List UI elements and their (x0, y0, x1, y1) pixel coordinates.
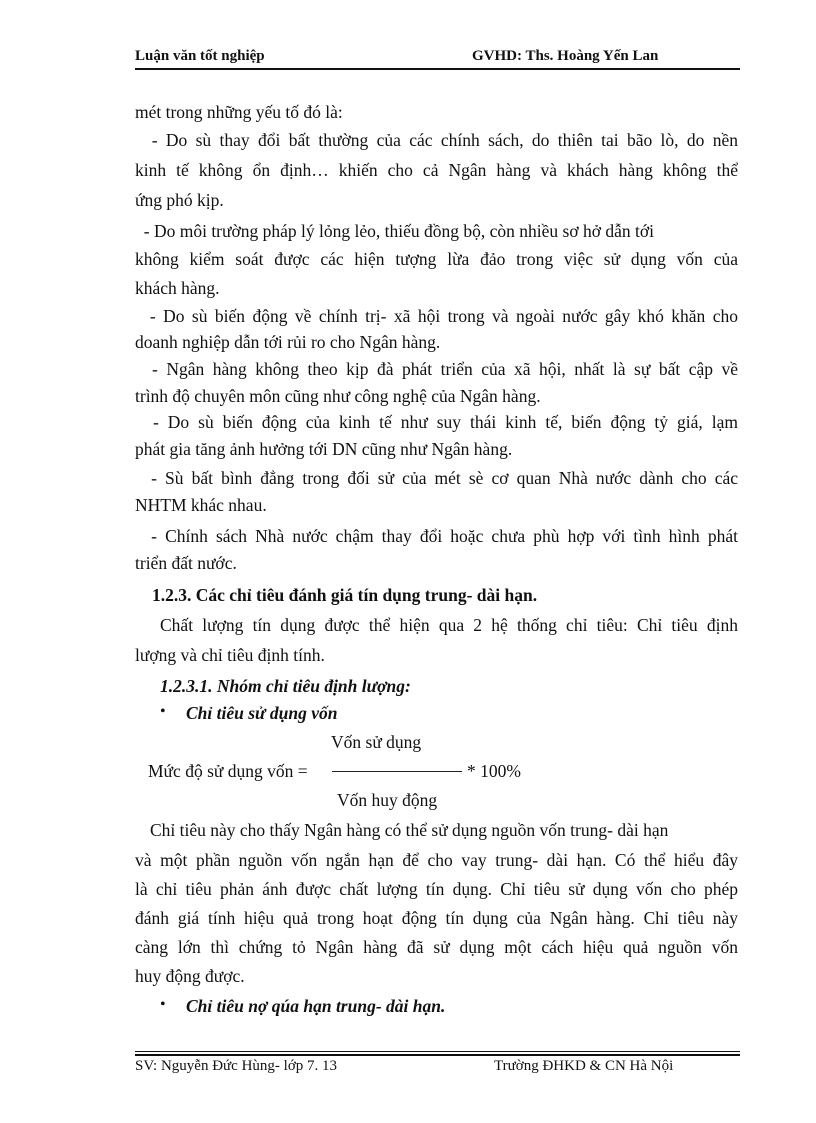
text-line: Chất lượng tín dụng được thể hiện qua 2 hệ thống chỉ tiêu: Chỉ tiêu định (160, 615, 738, 635)
bullet-item: Chỉ tiêu sử dụng vốn (186, 703, 338, 723)
bullet-item: Chỉ tiêu nợ qúa hạn trung- dài hạn. (186, 996, 446, 1016)
text-line: không kiểm soát được các hiện tượng lừa đảo trong việc sử dụng vốn của (135, 249, 738, 269)
header-left: Luận văn tốt nghiệp (135, 48, 265, 64)
text-line: - Chính sách Nhà nước chậm thay đổi hoặc chưa phù hợp với tình hình phát (135, 526, 739, 546)
text-line: và một phần nguồn vốn ngắn hạn để cho vay trung- dài hạn. Có thể hiểu đây (135, 850, 738, 870)
text-line: phát gia tăng ảnh hưởng tới DN cũng như Ngân hàng. (135, 439, 513, 459)
text-line: huy động được. (135, 966, 245, 986)
text-line: mét trong những yếu tố đó là: (135, 102, 343, 122)
text-line: khách hàng. (135, 278, 220, 298)
text-line: - Do sù biến động của kinh tế như suy thái kinh tế, biến động tỷ giá, lạm (135, 412, 738, 432)
subsection-heading: 1.2.3.1. Nhóm chỉ tiêu định lượng: (160, 676, 411, 696)
bullet-icon: • (160, 996, 166, 1013)
header-rule (135, 68, 740, 70)
formula-lhs: Mức độ sử dụng vốn = (148, 761, 308, 781)
text-line: - Do môi trường pháp lý lỏng lẻo, thiếu đồng bộ, còn nhiều sơ hở dẫn tới (135, 221, 654, 241)
text-line: NHTM khác nhau. (135, 495, 267, 515)
footer-right: Trường ĐHKD & CN Hà Nội (494, 1058, 674, 1074)
formula-denominator: Vốn huy động (337, 790, 438, 810)
text-line: triển đất nước. (135, 553, 237, 573)
section-heading: 1.2.3. Các chỉ tiêu đánh giá tín dụng trung- dài hạn. (152, 585, 538, 605)
fraction-bar (332, 771, 462, 772)
text-line: doanh nghiệp dẫn tới rủi ro cho Ngân hàng. (135, 332, 441, 352)
text-line: trình độ chuyên môn cũng như công nghệ của Ngân hàng. (135, 386, 541, 406)
text-line: đánh giá tính hiệu quả trong hoạt động tín dụng của Ngân hàng. Chỉ tiêu này (135, 908, 738, 928)
text-line: lượng và chỉ tiêu định tính. (135, 645, 325, 665)
text-line: càng lớn thì chứng tỏ Ngân hàng đã sử dụng một cách hiệu quả nguồn vốn (135, 937, 738, 957)
formula-numerator: Vốn sử dụng (331, 732, 422, 752)
header-right: GVHD: Ths. Hoàng Yến Lan (472, 48, 659, 64)
text-line: kinh tế không ổn định… khiến cho cả Ngân hàng và khách hàng không thể (135, 160, 738, 180)
text-line: - Do sù biến động về chính trị- xã hội trong và ngoài nước gây khó khăn cho (135, 306, 739, 326)
bullet-icon: • (160, 703, 166, 720)
text-line: ứng phó kịp. (135, 190, 224, 210)
text-line: là chỉ tiêu phản ánh được chất lượng tín dụng. Chỉ tiêu sử dụng vốn cho phép (135, 879, 738, 899)
formula-multiplier: * 100% (467, 761, 521, 781)
text-line: Chỉ tiêu này cho thấy Ngân hàng có thể sử dụng nguồn vốn trung- dài hạn (150, 820, 669, 840)
text-line: - Ngân hàng không theo kịp đà phát triển của xã hội, nhất là sự bất cập về (135, 359, 739, 379)
footer-left: SV: Nguyễn Đức Hùng- lớp 7. 13 (135, 1058, 338, 1074)
text-line: - Sù bất bình đẳng trong đối sử của mét sè cơ quan Nhà nước dành cho các (135, 468, 738, 488)
footer-rule (135, 1051, 740, 1056)
text-line: - Do sù thay đổi bất thường của các chính sách, do thiên tai bão lò, do nền (135, 130, 738, 150)
